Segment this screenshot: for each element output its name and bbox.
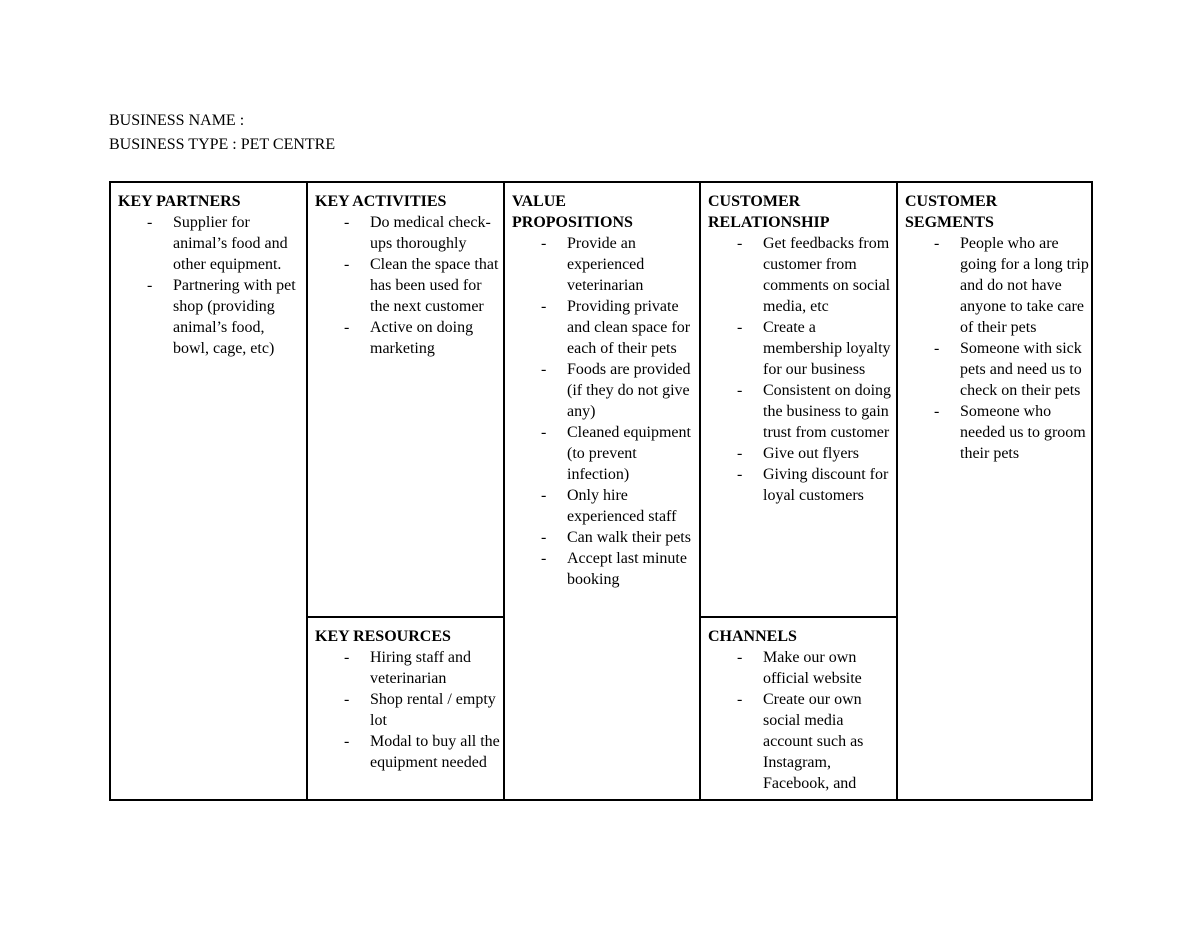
- customer-relationship-item: - Create a membership loyalty for our business: [708, 317, 894, 380]
- key-activities-list: [315, 212, 501, 359]
- value-propositions-item: - Accept last minute booking: [512, 548, 697, 590]
- channels-title: CHANNELS: [708, 628, 797, 645]
- value-propositions-item: - Can walk their pets: [512, 527, 697, 548]
- key-partners-item: - Supplier for animal’s food and other equipment.: [118, 212, 304, 275]
- key-activities-title: KEY ACTIVITIES: [315, 193, 447, 210]
- value-propositions-title: VALUE PROPOSITIONS: [512, 193, 633, 231]
- key-partners-cell: [111, 183, 306, 799]
- channels-item: - Make our own official website: [708, 647, 894, 689]
- key-resources-item: - Hiring staff and veterinarian: [315, 647, 501, 689]
- key-resources-item: - Modal to buy all the equipment needed: [315, 731, 501, 773]
- key-resources-title: KEY RESOURCES: [315, 628, 451, 645]
- customer-segments-item: - People who are going for a long trip and do not have anyone to take care of their pets: [905, 233, 1089, 338]
- customer-relationship-cell: [701, 183, 896, 616]
- customer-segments-title: CUSTOMER SEGMENTS: [905, 193, 998, 231]
- channels-item: - Create our own social media account such as Instagram, Facebook, and: [708, 689, 894, 794]
- customer-segments-cell: [898, 183, 1091, 799]
- key-activities-cell: [308, 183, 503, 616]
- value-propositions-item: - Providing private and clean space for each of their pets: [512, 296, 697, 359]
- value-propositions-list: [512, 233, 697, 590]
- key-partners-title: KEY PARTNERS: [118, 193, 241, 210]
- customer-segments-item: - Someone who needed us to groom their pets: [905, 401, 1089, 464]
- customer-relationship-item: - Get feedbacks from customer from comments on social media, etc: [708, 233, 894, 317]
- key-resources-cell: [308, 618, 503, 799]
- value-propositions-cell: [505, 183, 699, 799]
- customer-segments-item: - Someone with sick pets and need us to check on their pets: [905, 338, 1089, 401]
- key-partners-list: [118, 212, 304, 359]
- channels-cell: [701, 618, 896, 799]
- key-resources-list: [315, 647, 501, 773]
- value-propositions-item: - Provide an experienced veterinarian: [512, 233, 697, 296]
- customer-relationship-title: CUSTOMER RELATIONSHIP: [708, 193, 830, 231]
- value-propositions-item: - Cleaned equipment (to prevent infection): [512, 422, 697, 485]
- key-activities-item: - Do medical check-ups thoroughly: [315, 212, 501, 254]
- value-propositions-item: - Foods are provided (if they do not give any): [512, 359, 697, 422]
- key-partners-item: - Partnering with pet shop (providing animal’s food, bowl, cage, etc): [118, 275, 304, 359]
- value-propositions-item: - Only hire experienced staff: [512, 485, 697, 527]
- channels-list: [708, 647, 894, 794]
- customer-relationship-list: [708, 233, 894, 506]
- business-name-label: BUSINESS NAME :: [109, 112, 245, 129]
- customer-relationship-item: - Giving discount for loyal customers: [708, 464, 894, 506]
- key-activities-item: - Active on doing marketing: [315, 317, 501, 359]
- key-activities-item: - Clean the space that has been used for the next customer: [315, 254, 501, 317]
- business-model-canvas: [109, 181, 1093, 801]
- customer-segments-list: [905, 233, 1089, 464]
- customer-relationship-item: - Give out flyers: [708, 443, 894, 464]
- business-type-label: BUSINESS TYPE : PET CENTRE: [109, 136, 336, 153]
- key-resources-item: - Shop rental / empty lot: [315, 689, 501, 731]
- customer-relationship-item: - Consistent on doing the business to gain trust from customer: [708, 380, 894, 443]
